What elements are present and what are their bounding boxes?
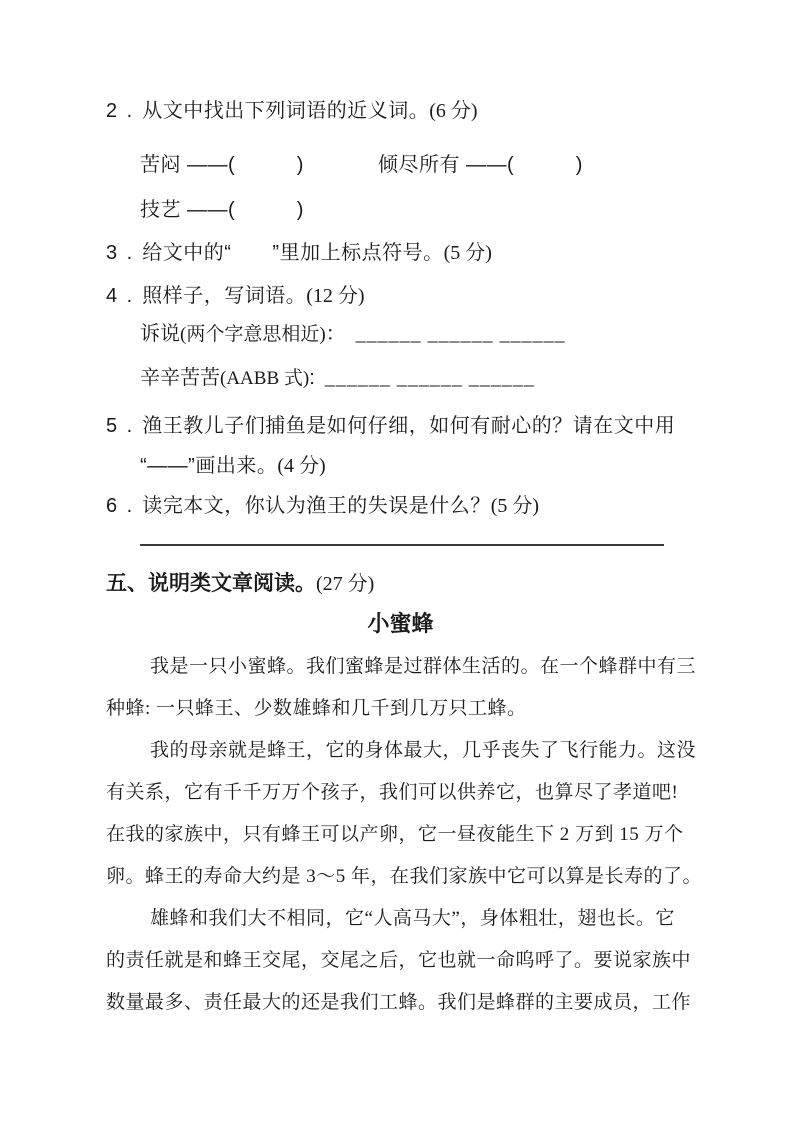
question-5 bbox=[106, 406, 695, 486]
synonym-row-1 bbox=[106, 151, 695, 179]
section-5-score: (27 分) bbox=[316, 573, 375, 595]
question-2-number: 2 . bbox=[106, 100, 135, 122]
question-2-text: 从文中找出下列词语的近义词。 bbox=[142, 100, 430, 122]
synonym-pair-kumen: 苦闷 ——( ) bbox=[140, 154, 304, 176]
passage-line: 的责任就是和蜂王交尾，交尾之后，它也就一命呜呼了。要说家族中 bbox=[106, 950, 692, 971]
passage-body bbox=[106, 646, 703, 1024]
passage-line: 有关系，它有千千万万个孩子，我们可以供养它，也算尽了孝道吧! bbox=[106, 782, 679, 803]
question-6-text: 读完本文，你认为渔王的失误是什么？ bbox=[142, 495, 491, 517]
question-5-number: 5 . bbox=[106, 415, 135, 437]
question-5-line-1: 5 . 渔王教儿子们捕鱼是如何仔细，如何有耐心的？请在文中用 bbox=[106, 406, 695, 446]
word-example-row-sushuo bbox=[106, 319, 695, 350]
passage-line: 在我的家族中，只有蜂王可以产卵，它一昼夜能生下 2 万到 15 万个 bbox=[106, 824, 684, 845]
question-6-score: (5 分) bbox=[490, 495, 540, 517]
question-5-score: (4 分) bbox=[277, 455, 326, 477]
section-5-heading bbox=[106, 570, 695, 598]
word-example-row-xinxinkuku bbox=[106, 363, 695, 394]
question-2-score: (6 分) bbox=[429, 100, 478, 122]
passage-line: 我是一只小蜜蜂。我们蜜蜂是过群体生活的。在一个蜂群中有三 bbox=[150, 656, 697, 677]
passage-line: 数量最多、责任最大的还是我们工蜂。我们是蜂群的主要成员，工作 bbox=[106, 992, 692, 1013]
passage-line: 雄蜂和我们大不相同，它“人高马大”，身体粗壮，翅也长。它 bbox=[150, 908, 675, 929]
section-5-title: 五、说明类文章阅读。 bbox=[106, 572, 316, 595]
question-5-line-2: “——”画出来。(4 分) bbox=[140, 455, 326, 477]
example-note: (AABB 式) bbox=[220, 368, 310, 389]
question-4-text: 照样子，写词语。 bbox=[142, 285, 307, 307]
question-4-number: 4 . bbox=[106, 285, 135, 307]
passage-line: 我的母亲就是蜂王，它的身体最大，几乎丧失了飞行能力。这没 bbox=[150, 740, 697, 761]
question-3-text: 给文中的“ ”里加上标点符号。 bbox=[142, 242, 444, 264]
example-word: 诉说 bbox=[140, 323, 180, 345]
question-4 bbox=[106, 282, 695, 310]
question-2 bbox=[106, 97, 695, 125]
answer-blanks: ______ ______ ______ bbox=[355, 323, 566, 345]
question-4-score: (12 分) bbox=[306, 285, 365, 307]
passage-line: 种蜂: 一只蜂王、少数雄蜂和几千到几万只工蜂。 bbox=[106, 698, 527, 719]
question-3 bbox=[106, 239, 695, 267]
example-note: (两个字意思相近) bbox=[180, 324, 326, 345]
question-3-number: 3 . bbox=[106, 242, 135, 264]
synonym-row-2 bbox=[106, 196, 695, 224]
question-6 bbox=[106, 492, 695, 520]
answer-underline bbox=[140, 544, 664, 546]
passage-line: 卵。蜂王的寿命大约是 3～5 年，在我们家族中它可以算是长寿的了。 bbox=[106, 866, 703, 887]
example-colon: : bbox=[309, 367, 315, 389]
passage-title: 小蜜蜂 bbox=[367, 611, 434, 636]
question-3-score: (5 分) bbox=[443, 242, 492, 264]
synonym-pair-qingjinsuoyou: 倾尽所有 ——( ) bbox=[378, 154, 583, 176]
question-6-number: 6 . bbox=[106, 495, 135, 517]
synonym-pair-jiyi: 技艺 ——( ) bbox=[140, 199, 304, 221]
example-word: 辛辛苦苦 bbox=[140, 367, 220, 389]
example-colon: ： bbox=[325, 323, 346, 345]
answer-blanks: ______ ______ ______ bbox=[324, 367, 535, 389]
